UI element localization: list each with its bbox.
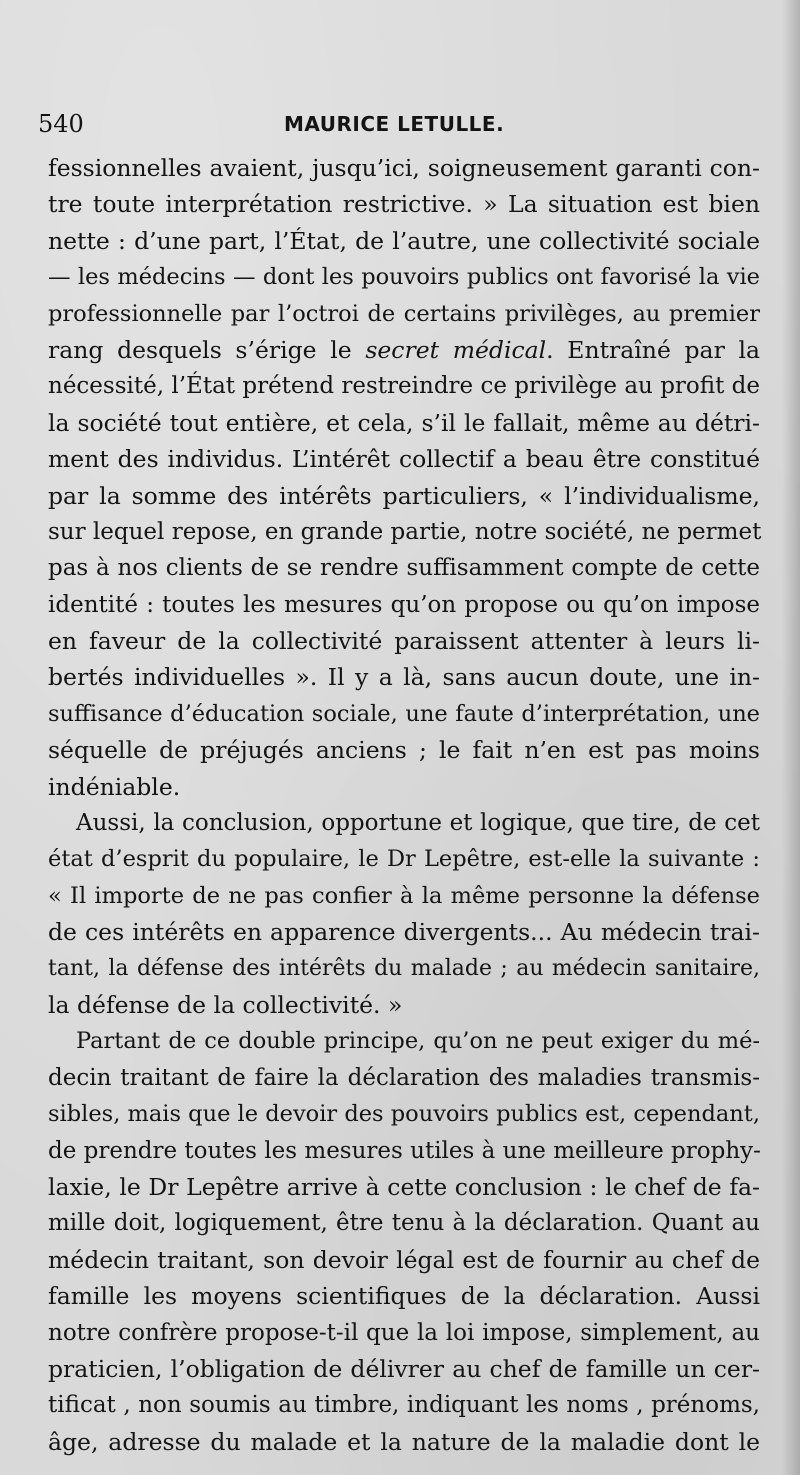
text-line: Aussi, la conclusion, opportune et logique, que tire, de cet bbox=[76, 810, 760, 837]
text-line: rang desquels s’érige le secret médical. Entraîné par la bbox=[48, 335, 760, 364]
text-line: praticien, l’obligation de délivrer au chef de famille un cer- bbox=[48, 1354, 760, 1383]
text-line: professionnelle par l’octroi de certains privilèges, au premier bbox=[48, 300, 760, 327]
text-line: de ces intérêts en apparence divergents... Au médecin trai- bbox=[48, 918, 760, 947]
text-line: ment des individus. L’intérêt collectif a beau être constitué bbox=[48, 445, 760, 474]
page-number: 540 bbox=[38, 110, 84, 138]
text-line: par la somme des intérêts particuliers, « l’individualisme, bbox=[48, 481, 760, 510]
text-line: âge, adresse du malade et la nature de la maladie dont le bbox=[48, 1427, 760, 1456]
text-line: nette : d’une part, l’État, de l’autre, une collectivité sociale bbox=[48, 226, 760, 255]
text-line: mille doit, logiquement, être tenu à la déclaration. Quant au bbox=[48, 1210, 760, 1237]
text-line: bertés individuelles ». Il y a là, sans aucun doute, une in- bbox=[48, 663, 760, 692]
text-line: fessionnelles avaient, jusqu’ici, soigneusement garanti con- bbox=[48, 154, 760, 182]
text-line: tre toute interprétation restrictive. » La situation est bien bbox=[48, 190, 760, 219]
text-line: famille les moyens scientifiques de la déclaration. Aussi bbox=[48, 1282, 760, 1311]
text-line: sibles, mais que le devoir des pouvoirs publics est, cependant, bbox=[48, 1101, 760, 1128]
text-line: indéniable. bbox=[48, 772, 181, 801]
text-line: état d’esprit du populaire, le Dr Lepêtre, est-elle la suivante : bbox=[48, 846, 760, 873]
text-line: identité : toutes les mesures qu’on propose ou qu’on impose bbox=[48, 591, 760, 618]
text-line: séquelle de préjugés anciens ; le fait n’en est pas moins bbox=[48, 736, 760, 765]
body-text bbox=[48, 150, 760, 1460]
text-line: en faveur de la collectivité paraissent attenter à leurs li- bbox=[48, 627, 760, 656]
paragraph bbox=[48, 150, 760, 805]
text-line: médecin traitant, son devoir légal est de fournir au chef de bbox=[48, 1245, 760, 1274]
text-line: suffisance d’éducation sociale, une faute d’interprétation, une bbox=[48, 700, 760, 727]
text-line: « Il importe de ne pas confier à la même personne la défense bbox=[48, 882, 760, 909]
italic-phrase: secret médical bbox=[365, 335, 547, 364]
text-line: de prendre toutes les mesures utiles à une meilleure prophy- bbox=[48, 1137, 761, 1164]
paragraph bbox=[48, 1023, 760, 1460]
text-line: notre confrère propose-t-il que la loi impose, simplement, au bbox=[48, 1319, 760, 1346]
paragraph bbox=[48, 805, 760, 1023]
running-head: MAURICE LETULLE. bbox=[284, 112, 505, 136]
page-edge-shadow bbox=[782, 0, 800, 1475]
text-line: decin traitant de faire la déclaration des maladies transmis- bbox=[48, 1064, 760, 1091]
text-line: laxie, le Dr Lepêtre arrive à cette conclusion : le chef de fa- bbox=[48, 1172, 760, 1201]
text-line: tant, la défense des intérêts du malade ; au médecin sanitaire, bbox=[48, 955, 760, 981]
text-line: Partant de ce double principe, qu’on ne peut exiger du mé- bbox=[76, 1028, 760, 1055]
text-line: sur lequel repose, en grande partie, notre société, ne permet bbox=[48, 518, 762, 545]
text-line: la société tout entière, et cela, s’il le fallait, même au détri- bbox=[48, 408, 760, 437]
page-header bbox=[38, 108, 758, 148]
text-line: tificat , non soumis au timbre, indiquant les noms , prénoms, bbox=[48, 1392, 760, 1419]
text-line: — les médecins — dont les pouvoirs publics ont favorisé la vie bbox=[48, 264, 760, 291]
text-line: la défense de la collectivité. » bbox=[48, 990, 403, 1019]
text-line: nécessité, l’État prétend restreindre ce privilège au profit de bbox=[48, 373, 760, 400]
text-line: pas à nos clients de se rendre suffisamment compte de cette bbox=[48, 555, 760, 582]
